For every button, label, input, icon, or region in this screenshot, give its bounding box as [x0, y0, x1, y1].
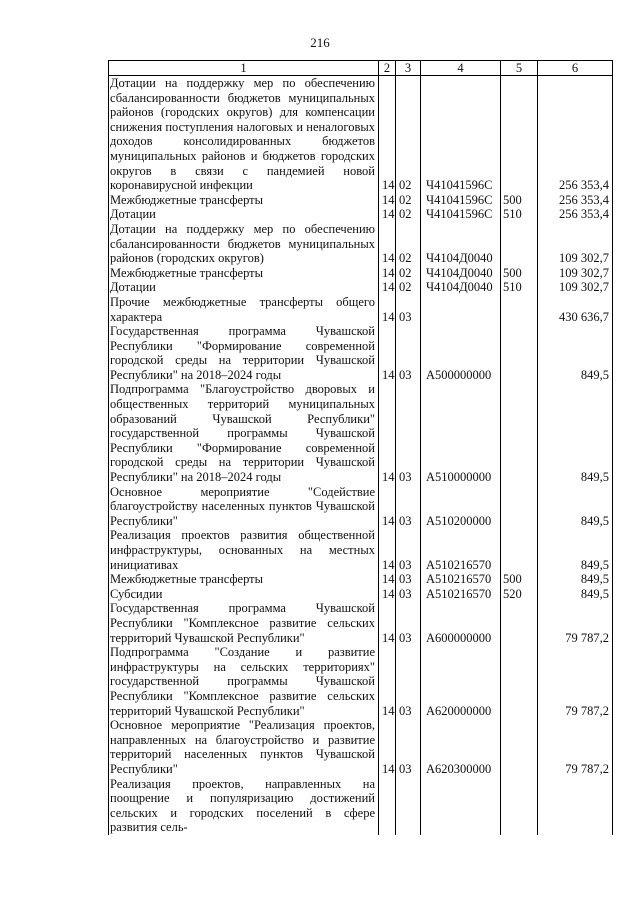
row-name: Государственная программа Чувашской Республики "Формирование современной городской среды на территории Чувашской Республики" на 2018–2024 годы — [109, 324, 379, 382]
row-subsection: 02 — [396, 193, 421, 208]
row-name: Межбюджетные трансферты — [109, 572, 379, 587]
row-target-article: Ч4104Д0040 — [421, 280, 501, 295]
row-target-article: А600000000 — [421, 601, 501, 645]
row-expense-type: 500 — [501, 572, 538, 587]
row-name: Субсидии — [109, 587, 379, 602]
row-amount: 849,5 — [538, 382, 613, 484]
row-target-article: А510200000 — [421, 485, 501, 529]
row-section: 14 — [379, 207, 396, 222]
row-amount: 109 302,7 — [538, 266, 613, 281]
row-expense-type: 520 — [501, 587, 538, 602]
table-row — [109, 222, 613, 266]
row-section: 14 — [379, 485, 396, 529]
table-row — [109, 266, 613, 281]
budget-table — [108, 60, 613, 835]
row-target-article — [421, 295, 501, 324]
row-amount: 109 302,7 — [538, 222, 613, 266]
table-header-row — [109, 61, 613, 76]
table-row — [109, 777, 613, 835]
row-subsection: 03 — [396, 324, 421, 382]
table-row — [109, 324, 613, 382]
row-section: 14 — [379, 587, 396, 602]
row-section: 14 — [379, 280, 396, 295]
row-amount: 849,5 — [538, 528, 613, 572]
row-amount: 79 787,2 — [538, 601, 613, 645]
table-row — [109, 76, 613, 193]
row-subsection: 03 — [396, 587, 421, 602]
row-name: Дотации на поддержку мер по обеспечению сбалансированности бюджетов муниципальных районов (городских округов) — [109, 222, 379, 266]
row-name: Реализация проектов развития общественной инфраструктуры, основанных на местных инициативах — [109, 528, 379, 572]
row-amount: 256 353,4 — [538, 193, 613, 208]
row-subsection: 03 — [396, 382, 421, 484]
header-col-6: 6 — [538, 61, 613, 76]
row-section: 14 — [379, 572, 396, 587]
header-col-1: 1 — [109, 61, 379, 76]
header-col-3: 3 — [396, 61, 421, 76]
row-section: 14 — [379, 324, 396, 382]
table-row — [109, 601, 613, 645]
row-section: 14 — [379, 193, 396, 208]
row-section: 14 — [379, 382, 396, 484]
row-expense-type: 500 — [501, 266, 538, 281]
table-row — [109, 718, 613, 776]
row-target-article: А510216570 — [421, 587, 501, 602]
header-col-2: 2 — [379, 61, 396, 76]
table-row — [109, 382, 613, 484]
row-target-article: Ч41041596С — [421, 76, 501, 193]
row-section: 14 — [379, 266, 396, 281]
row-expense-type — [501, 222, 538, 266]
row-amount: 849,5 — [538, 485, 613, 529]
row-name: Государственная программа Чувашской Республики "Комплексное развитие сельских территорий Чувашской Республики" — [109, 601, 379, 645]
table-row — [109, 193, 613, 208]
row-amount — [538, 777, 613, 835]
row-subsection: 03 — [396, 485, 421, 529]
row-expense-type — [501, 382, 538, 484]
row-target-article: А620000000 — [421, 645, 501, 718]
row-expense-type — [501, 76, 538, 193]
row-subsection: 02 — [396, 207, 421, 222]
row-expense-type — [501, 645, 538, 718]
row-name: Реализация проектов, направленных на поощрение и популяризацию достижений сельских и городских поселений в сфере развития сель- — [109, 777, 379, 835]
row-expense-type — [501, 601, 538, 645]
row-target-article: Ч4104Д0040 — [421, 266, 501, 281]
table-row — [109, 587, 613, 602]
table-row — [109, 528, 613, 572]
row-subsection: 02 — [396, 222, 421, 266]
row-subsection: 03 — [396, 295, 421, 324]
row-expense-type: 510 — [501, 207, 538, 222]
row-target-article: А500000000 — [421, 324, 501, 382]
row-name: Основное мероприятие "Содействие благоустройству населенных пунктов Чувашской Республики" — [109, 485, 379, 529]
row-amount: 849,5 — [538, 324, 613, 382]
row-section — [379, 777, 396, 835]
row-name: Дотации на поддержку мер по обеспечению сбалансированности бюджетов муниципальных районов (городских округов) для компенсации снижения поступления налоговых и неналоговых доходов консолидированных бюджетов муниципальных районов и бюджетов городских округов в связи с пандемией новой коронавирусной инфекции — [109, 76, 379, 193]
header-col-4: 4 — [421, 61, 501, 76]
row-amount: 256 353,4 — [538, 76, 613, 193]
row-name: Основное мероприятие "Реализация проектов, направленных на благоустройство и развитие территорий населенных пунктов Чувашской Республики" — [109, 718, 379, 776]
row-subsection: 02 — [396, 76, 421, 193]
row-amount: 256 353,4 — [538, 207, 613, 222]
row-name: Межбюджетные трансферты — [109, 266, 379, 281]
row-expense-type: 500 — [501, 193, 538, 208]
row-target-article: А620300000 — [421, 718, 501, 776]
row-name: Подпрограмма "Создание и развитие инфраструктуры на сельских территориях" государственной программы Чувашской Республики "Комплексное развитие сельских территорий Чувашской Республики" — [109, 645, 379, 718]
row-target-article: А510216570 — [421, 528, 501, 572]
row-target-article: А510000000 — [421, 382, 501, 484]
row-target-article: А510216570 — [421, 572, 501, 587]
row-target-article: Ч4104Д0040 — [421, 222, 501, 266]
row-subsection: 02 — [396, 266, 421, 281]
row-subsection: 03 — [396, 718, 421, 776]
row-name: Межбюджетные трансферты — [109, 193, 379, 208]
row-expense-type — [501, 324, 538, 382]
row-section: 14 — [379, 718, 396, 776]
table-row — [109, 295, 613, 324]
row-subsection: 03 — [396, 528, 421, 572]
row-section: 14 — [379, 528, 396, 572]
row-target-article: Ч41041596С — [421, 193, 501, 208]
row-name: Прочие межбюджетные трансферты общего характера — [109, 295, 379, 324]
row-subsection: 03 — [396, 601, 421, 645]
header-col-5: 5 — [501, 61, 538, 76]
row-expense-type — [501, 528, 538, 572]
row-expense-type — [501, 777, 538, 835]
row-amount: 849,5 — [538, 572, 613, 587]
row-target-article — [421, 777, 501, 835]
row-section: 14 — [379, 645, 396, 718]
row-amount: 79 787,2 — [538, 718, 613, 776]
table-row — [109, 572, 613, 587]
row-section: 14 — [379, 222, 396, 266]
row-subsection — [396, 777, 421, 835]
row-name: Подпрограмма "Благоустройство дворовых и общественных территорий муниципальных образований Чувашской Республики" государственной программы Чувашской Республики "Формирование современной городской среды на территории Чувашской Республики" на 2018–2024 годы — [109, 382, 379, 484]
page-number: 216 — [310, 35, 330, 50]
row-name: Дотации — [109, 207, 379, 222]
row-section: 14 — [379, 76, 396, 193]
row-name: Дотации — [109, 280, 379, 295]
row-expense-type: 510 — [501, 280, 538, 295]
row-expense-type — [501, 718, 538, 776]
row-amount: 430 636,7 — [538, 295, 613, 324]
row-section: 14 — [379, 601, 396, 645]
row-amount: 849,5 — [538, 587, 613, 602]
row-target-article: Ч41041596С — [421, 207, 501, 222]
row-expense-type — [501, 485, 538, 529]
row-subsection: 03 — [396, 645, 421, 718]
row-expense-type — [501, 295, 538, 324]
table-row — [109, 645, 613, 718]
row-subsection: 03 — [396, 572, 421, 587]
table-row — [109, 280, 613, 295]
row-section: 14 — [379, 295, 396, 324]
table-row — [109, 485, 613, 529]
row-subsection: 02 — [396, 280, 421, 295]
table-row — [109, 207, 613, 222]
row-amount: 79 787,2 — [538, 645, 613, 718]
row-amount: 109 302,7 — [538, 280, 613, 295]
